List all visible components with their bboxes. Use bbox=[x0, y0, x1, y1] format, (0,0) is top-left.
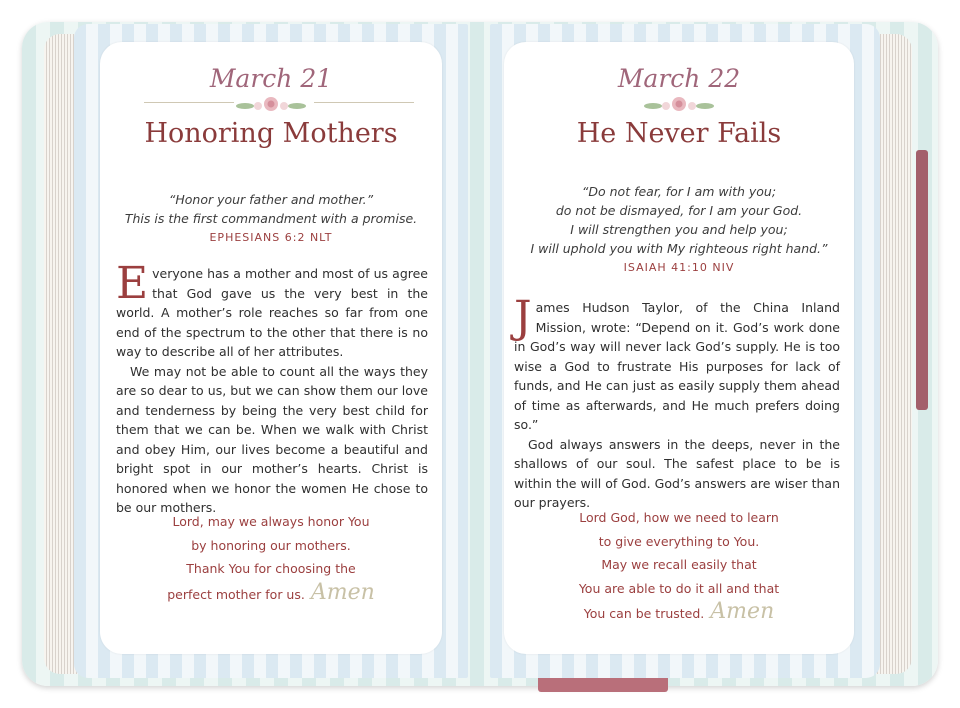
prayer bbox=[544, 506, 814, 626]
verse-reference: ISAIAH 41:10 NIV bbox=[623, 261, 735, 274]
devotional-body bbox=[514, 292, 840, 513]
ribbon-bookmark bbox=[538, 676, 668, 692]
verse-line: do not be dismayed, for I am your God. bbox=[555, 203, 803, 218]
prayer-line: May we recall easily that bbox=[601, 557, 757, 572]
prayer-line: to give everything to You. bbox=[598, 533, 760, 549]
verse-line: I will strengthen you and help you; bbox=[570, 222, 788, 237]
paragraph: We may not be able to count all the ways they are so dear to us, but we can show them our love and tenderness by being the very best child for them that we can be. When we walk with Christ and obey Him, our lives become a beautiful and bright spot in our mother’s hearts. Christ is honored when we honor the women He chose to be our mothers. bbox=[116, 363, 428, 515]
prayer-line: by honoring our mothers. bbox=[191, 537, 351, 553]
prayer-line: You can be trusted. bbox=[583, 606, 705, 621]
scripture-quote bbox=[514, 182, 844, 277]
prayer bbox=[140, 510, 402, 606]
divider-right bbox=[314, 102, 414, 103]
devotional-title: Honoring Mothers bbox=[144, 118, 398, 149]
devotional-card-left bbox=[100, 42, 442, 654]
prayer-line: perfect mother for us. bbox=[167, 586, 305, 602]
paragraph: ames Hudson Taylor, of the China Inland Mission, wrote: “Depend on it. God’s work done in God’s way will never lack God’s supply. He is too wise a God to frustrate His purposes for lack of funds, and He can just as easily supply them ahead of time as afterwards, and He much prefers doing so.” bbox=[514, 300, 840, 432]
cover-stripe bbox=[916, 150, 928, 410]
verse-line: This is the first commandment with a promise. bbox=[124, 211, 418, 226]
drop-cap: J bbox=[514, 292, 532, 343]
devotional-title: He Never Fails bbox=[576, 118, 782, 149]
page-date: March 22 bbox=[617, 64, 741, 93]
prayer-line: Lord God, how we need to learn bbox=[579, 510, 779, 525]
verse-line: I will uphold you with My righteous right hand.” bbox=[530, 241, 828, 256]
verse-line: “Do not fear, for I am with you; bbox=[581, 184, 777, 199]
paragraph: God always answers in the deeps, never in the shallows of our soul. The safest place to be is within the will of God. God’s answers are wiser than our prayers. bbox=[514, 436, 840, 510]
floral-ornament-icon bbox=[231, 92, 311, 116]
drop-cap: E bbox=[116, 258, 149, 309]
page-date: March 21 bbox=[209, 64, 333, 93]
amen-signature: Amen bbox=[310, 579, 375, 605]
divider-left bbox=[144, 102, 234, 103]
scripture-quote bbox=[110, 190, 432, 247]
right-page bbox=[490, 24, 880, 678]
prayer-line: Thank You for choosing the bbox=[186, 561, 356, 576]
floral-ornament-icon bbox=[639, 92, 719, 116]
devotional-body bbox=[116, 258, 428, 518]
verse-reference: EPHESIANS 6:2 NLT bbox=[209, 231, 333, 244]
verse-line: “Honor your father and mother.” bbox=[168, 192, 374, 207]
prayer-line: Lord, may we always honor You bbox=[172, 514, 370, 529]
devotional-card-right bbox=[504, 42, 854, 654]
left-page bbox=[74, 24, 468, 678]
paragraph: veryone has a mother and most of us agree that God gave us the very best in the world. A mother’s role reaches so far from one end of the spectrum to the other that there is no way to describe all of her attributes. bbox=[116, 266, 428, 359]
amen-signature: Amen bbox=[710, 599, 775, 624]
prayer-line: You are able to do it all and that bbox=[578, 580, 780, 596]
